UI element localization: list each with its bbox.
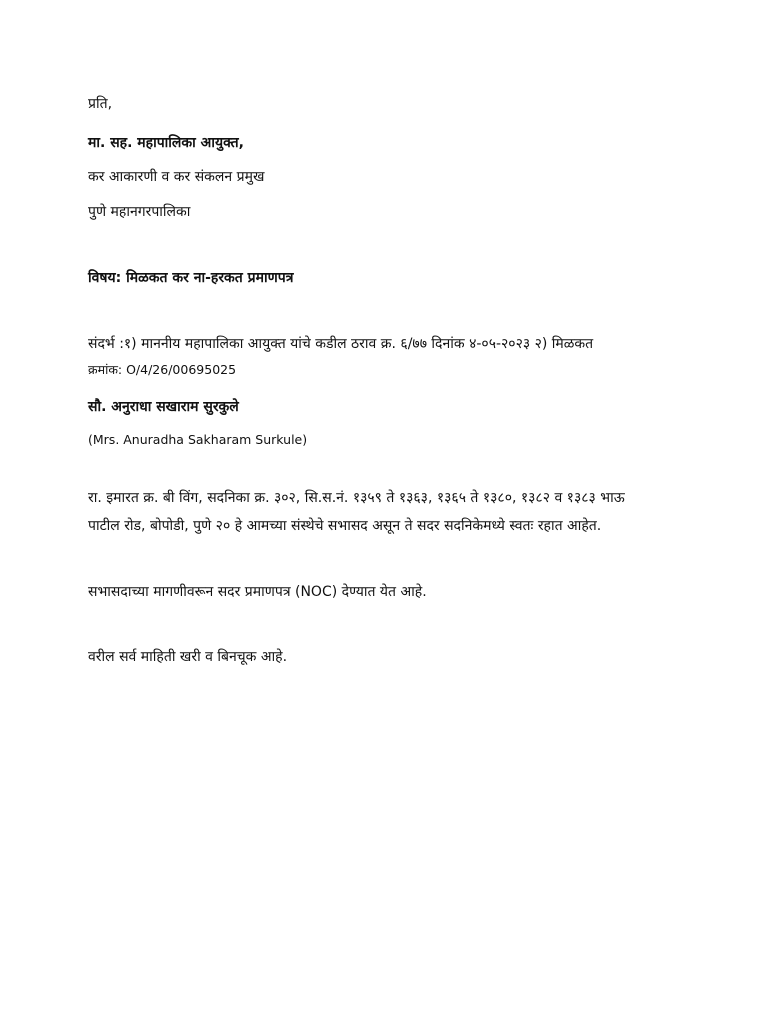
declaration: वरील सर्व माहिती खरी व बिनचूक आहे. bbox=[88, 649, 288, 665]
reference-line-1: संदर्भ :१) माननीय महापालिका आयुक्त यांचे कडील ठराव क्र. ६/७७ दिनांक ४-०५-२०२३ २) मिळकत bbox=[88, 336, 594, 352]
reference-line-2: क्रमांक: O/4/26/00695025 bbox=[88, 362, 237, 377]
recipient-title: मा. सह. महापालिका आयुक्त, bbox=[88, 135, 244, 151]
address-line-1: रा. इमारत क्र. बी विंग, सदनिका क्र. ३०२, सि.स.नं. १३५९ ते १३६३, १३६५ ते १३८०, १३८२ व १३८३ भाऊ bbox=[88, 490, 625, 506]
recipient-organization: पुणे महानगरपालिका bbox=[88, 204, 191, 220]
noc-statement: सभासदाच्या मागणीवरून सदर प्रमाणपत्र (NOC) देण्यात येत आहे. bbox=[88, 584, 427, 600]
member-name-marathi: सौ. अनुराधा सखाराम सुरकुले bbox=[88, 399, 239, 415]
salutation: प्रति, bbox=[88, 96, 113, 112]
address-line-2: पाटील रोड, बोपोडी, पुणे २० हे आमच्या संस्थेचे सभासद असून ते सदर सदनिकेमध्ये स्वतः रहात आहेत. bbox=[88, 518, 602, 534]
recipient-department: कर आकारणी व कर संकलन प्रमुख bbox=[88, 169, 265, 185]
subject-line: विषय: मिळकत कर ना-हरकत प्रमाणपत्र bbox=[88, 270, 294, 286]
member-name-english: (Mrs. Anuradha Sakharam Surkule) bbox=[88, 432, 308, 447]
